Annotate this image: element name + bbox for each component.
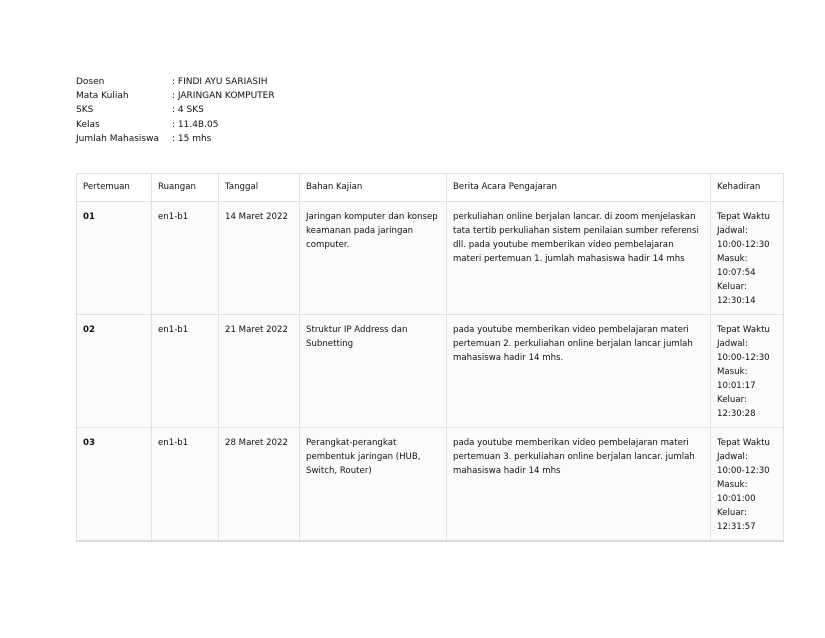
column-header: Pertemuan [77,174,152,202]
column-header: Bahan Kajian [300,174,447,202]
info-label: SKS [76,105,94,116]
info-row-jumlah [76,132,275,146]
cell-bahan-kajian: Perangkat-perangkat pembentuk jaringan (HUB, Switch, Router) [300,428,447,542]
attendance-table [76,173,784,542]
table-row [77,315,784,428]
course-info [76,75,275,146]
info-row-kelas [76,118,275,132]
cell-pertemuan: 03 [77,428,152,542]
info-row-matkul [76,89,275,103]
cell-kehadiran: Tepat Waktu Jadwal: 10:00-12:30 Masuk: 10:01:17 Keluar: 12:30:28 [711,315,784,428]
cell-tanggal: 21 Maret 2022 [219,315,300,428]
info-label: Kelas [76,119,100,130]
column-header: Tanggal [219,174,300,202]
cell-ruangan: en1-b1 [152,428,219,542]
info-row-dosen [76,75,275,89]
table-row [77,428,784,542]
table-header-row [77,174,784,202]
cell-pertemuan: 02 [77,315,152,428]
cell-kehadiran: Tepat Waktu Jadwal: 10:00-12:30 Masuk: 10:01:00 Keluar: 12:31:57 [711,428,784,542]
info-value: : FINDI AYU SARIASIH [172,77,268,87]
cell-bahan-kajian: Jaringan komputer dan konsep keamanan pada jaringan computer. [300,202,447,315]
cell-berita-acara: perkuliahan online berjalan lancar. di zoom menjelaskan tata tertib perkuliahan sistem penilaian sumber referensi dll. pada youtube memberikan video pembelajaran materi pertemuan 1. jumlah mahasiswa hadir 14 mhs [447,202,711,315]
cell-ruangan: en1-b1 [152,315,219,428]
cell-berita-acara: pada youtube memberikan video pembelajaran materi pertemuan 2. perkuliahan online berjalan lancar jumlah mahasiswa hadir 14 mhs. [447,315,711,428]
info-label: Mata Kuliah [76,91,129,102]
cell-tanggal: 28 Maret 2022 [219,428,300,542]
info-label: Dosen [76,77,105,87]
cell-bahan-kajian: Struktur IP Address dan Subnetting [300,315,447,428]
attendance-table-wrap [76,173,783,542]
cell-ruangan: en1-b1 [152,202,219,315]
info-value: : 4 SKS [172,105,204,116]
cell-tanggal: 14 Maret 2022 [219,202,300,315]
info-value: : 15 mhs [172,133,212,144]
info-value: : JARINGAN KOMPUTER [172,91,275,102]
info-label: Jumlah Mahasiswa [76,133,159,144]
info-value: : 11.4B.05 [172,119,219,130]
table-row [77,202,784,315]
cell-pertemuan: 01 [77,202,152,315]
cell-berita-acara: pada youtube memberikan video pembelajaran materi pertemuan 3. perkuliahan online berjalan lancar. jumlah mahasiswa hadir 14 mhs [447,428,711,542]
column-header: Kehadiran [711,174,784,202]
info-row-sks [76,103,275,117]
column-header: Ruangan [152,174,219,202]
cell-kehadiran: Tepat Waktu Jadwal: 10:00-12:30 Masuk: 10:07:54 Keluar: 12:30:14 [711,202,784,315]
column-header: Berita Acara Pengajaran [447,174,711,202]
